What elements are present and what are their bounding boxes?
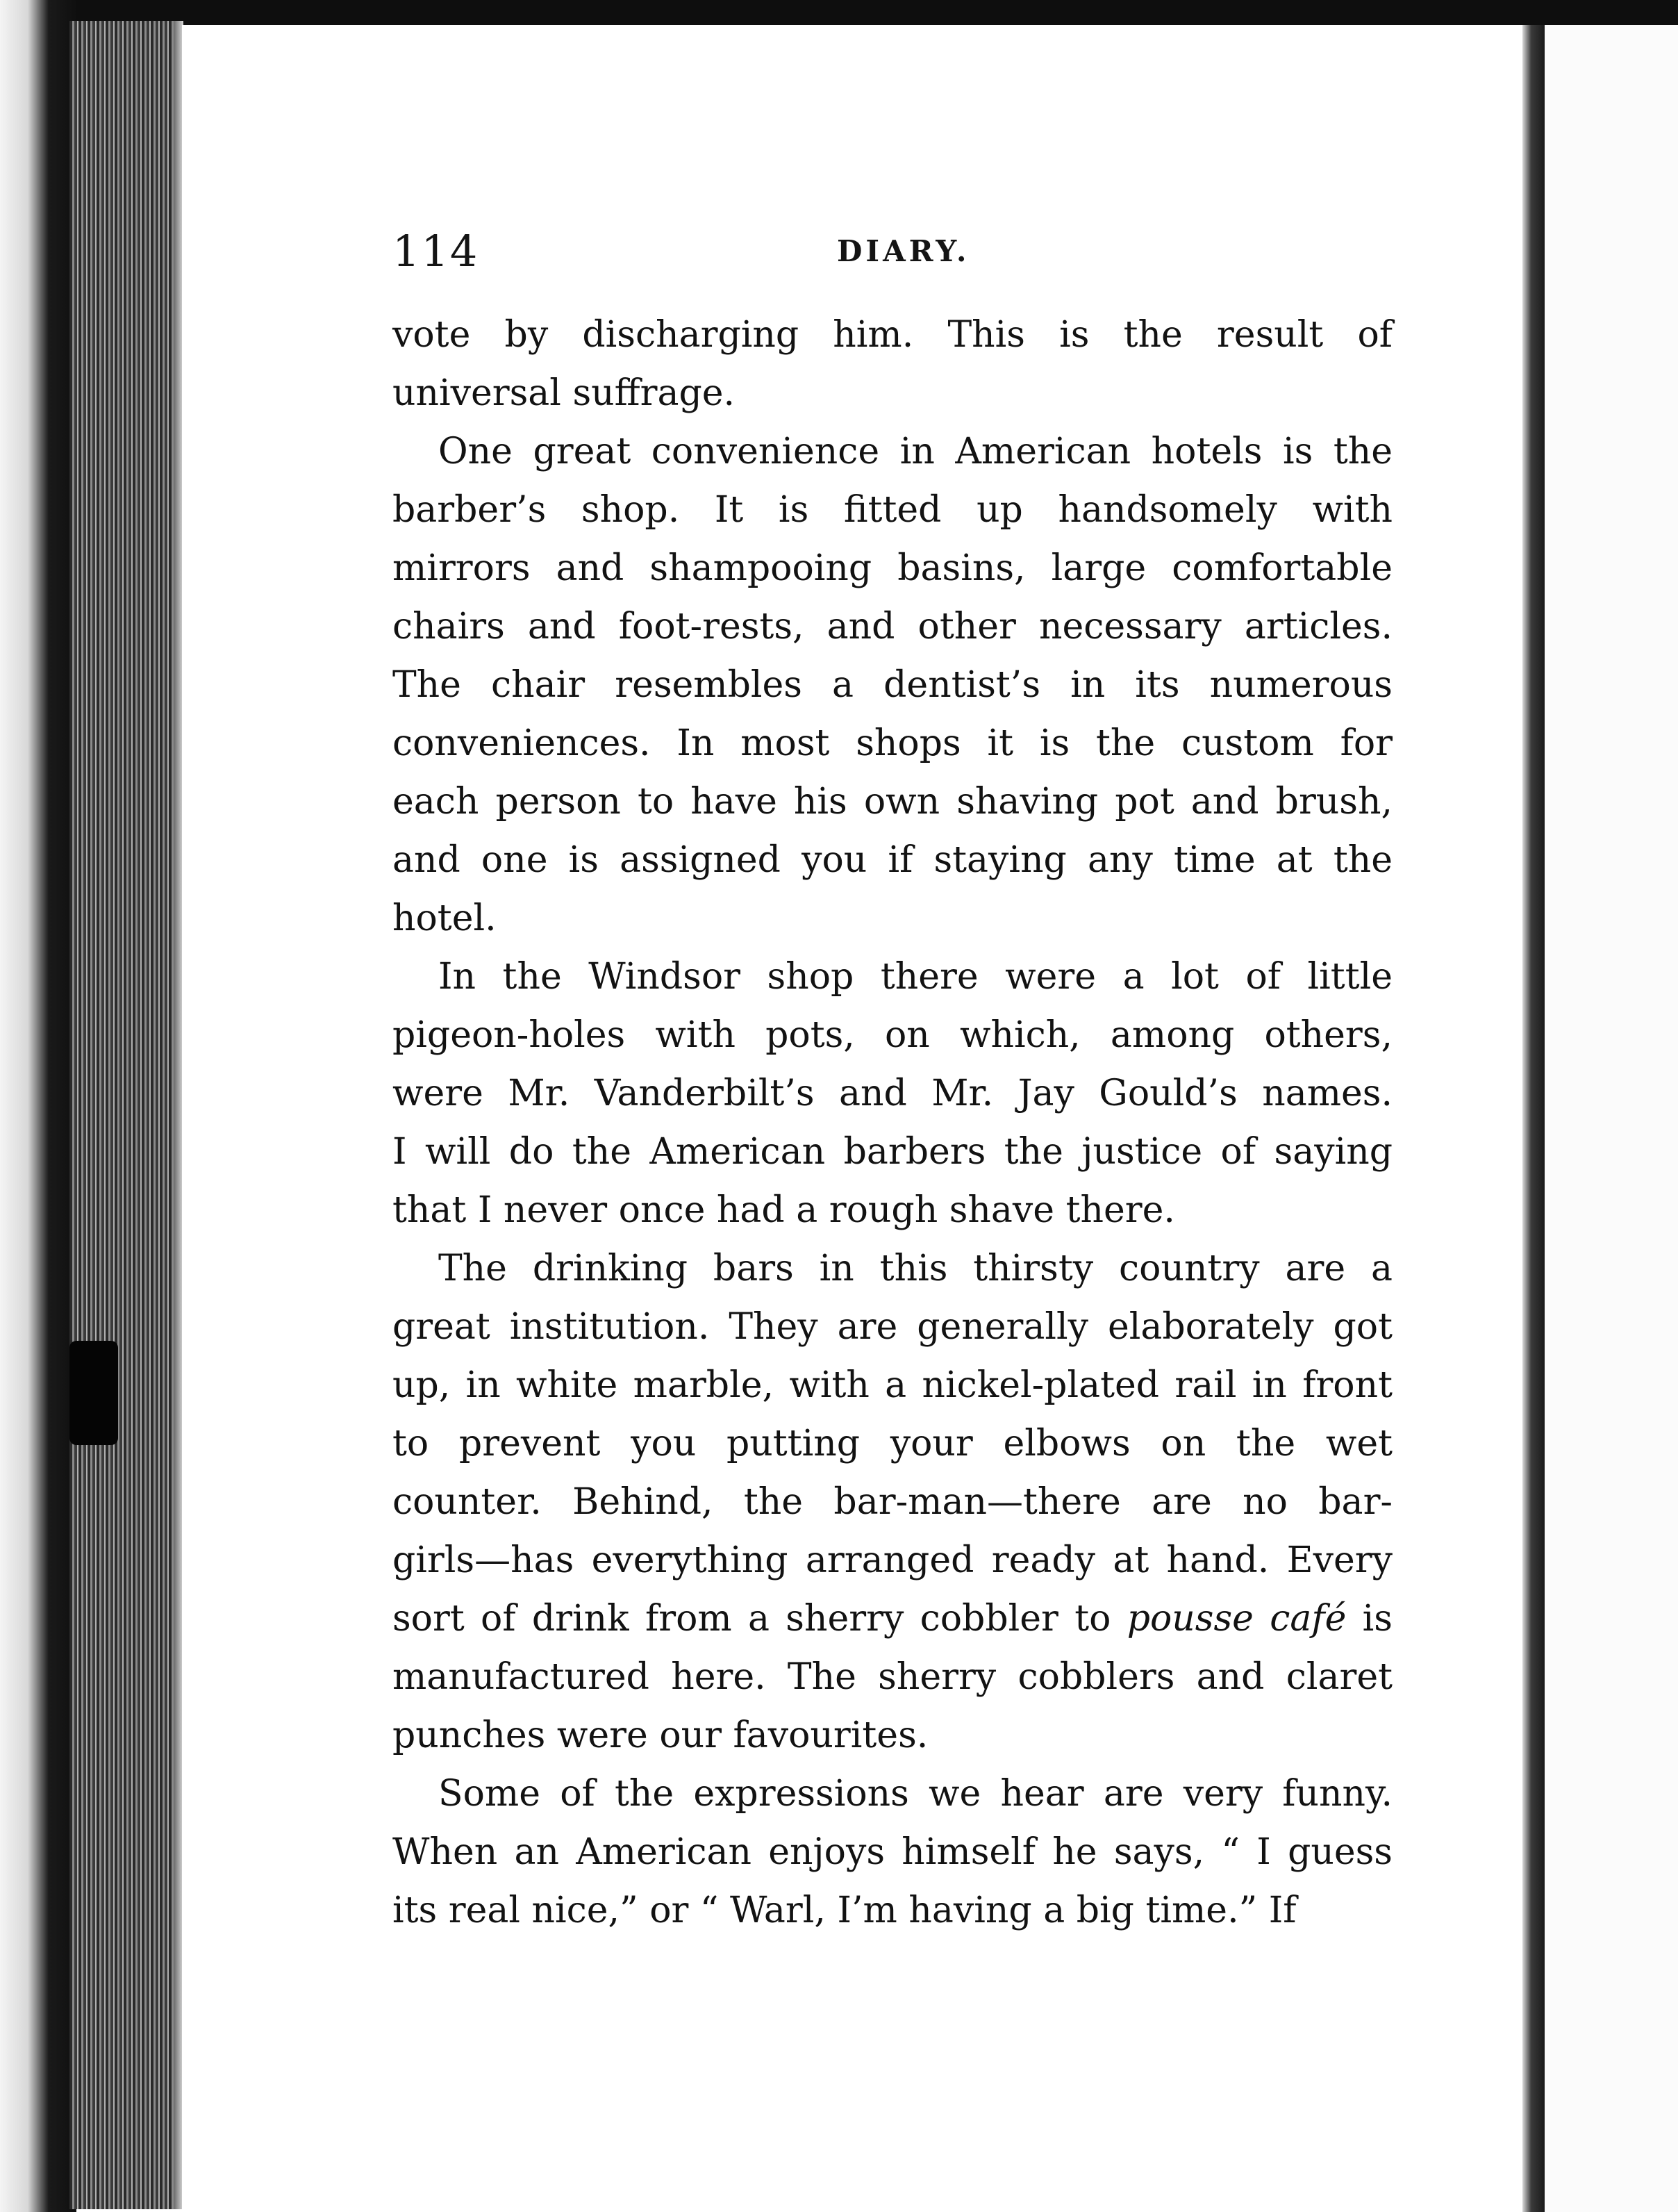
page-number: 114 — [392, 226, 479, 276]
text-line: manufactured here. The sherry cobblers and claret — [392, 1656, 1393, 1698]
right-page-edge — [1522, 25, 1545, 2212]
text-line: mirrors and shampooing basins, large comfortable — [392, 547, 1393, 589]
text-line: up, in white marble, with a nickel-plated rail in front — [392, 1364, 1393, 1406]
text-line: sort of drink from a sherry cobbler to pousse café is — [392, 1598, 1393, 1640]
text-line: and one is assigned you if staying any time at the — [392, 839, 1393, 881]
running-head — [392, 212, 1379, 288]
text-line: great institution. They are generally elaborately got — [392, 1306, 1393, 1348]
text-line: its real nice,” or “ Warl, I’m having a big time.” If — [392, 1890, 1297, 1931]
body-text — [392, 306, 1393, 1940]
text-line: punches were our favourites. — [392, 1715, 929, 1756]
text-line: chairs and foot-rests, and other necessary articles. — [392, 606, 1393, 647]
text-line: pigeon-holes with pots, on which, among others, — [392, 1014, 1393, 1056]
text-line: The chair resembles a dentist’s in its numerous — [392, 664, 1393, 706]
text-line: One great convenience in American hotels is the — [438, 431, 1393, 472]
paragraph — [392, 948, 1393, 1239]
text-line: that I never once had a rough shave there. — [392, 1189, 1175, 1231]
text-line: In the Windsor shop there were a lot of little — [438, 956, 1393, 998]
text-line: girls—has everything arranged ready at hand. Every — [392, 1540, 1393, 1581]
spine-tab — [69, 1341, 118, 1445]
text-line: to prevent you putting your elbows on the wet — [392, 1423, 1393, 1464]
book-spine-edge — [69, 21, 174, 2209]
text-line: barber’s shop. It is fitted up handsomely with — [392, 489, 1393, 531]
paragraph — [392, 306, 1393, 422]
paragraph — [392, 422, 1393, 948]
text-line: each person to have his own shaving pot and brush, — [392, 781, 1393, 823]
text-line: When an American enjoys himself he says, “ I guess — [392, 1831, 1393, 1873]
facing-page — [1545, 25, 1678, 2212]
text-line: hotel. — [392, 898, 497, 939]
text-line: I will do the American barbers the justice of saying — [392, 1131, 1393, 1173]
left-page-edge — [0, 0, 76, 2212]
text-line: The drinking bars in this thirsty country are a — [438, 1248, 1393, 1289]
text-line: vote by discharging him. This is the result of — [392, 314, 1393, 356]
text-line: Some of the expressions we hear are very funny. — [438, 1773, 1393, 1815]
text-line: conveniences. In most shops it is the custom for — [392, 723, 1393, 764]
text-line: counter. Behind, the bar-man—there are no bar- — [392, 1481, 1393, 1523]
paragraph — [392, 1765, 1393, 1940]
paragraph — [392, 1239, 1393, 1765]
text-line: universal suffrage. — [392, 372, 736, 414]
running-title: DIARY. — [837, 234, 970, 268]
scanner-background — [0, 0, 1678, 28]
text-line: were Mr. Vanderbilt’s and Mr. Jay Gould’s names. — [392, 1073, 1393, 1114]
